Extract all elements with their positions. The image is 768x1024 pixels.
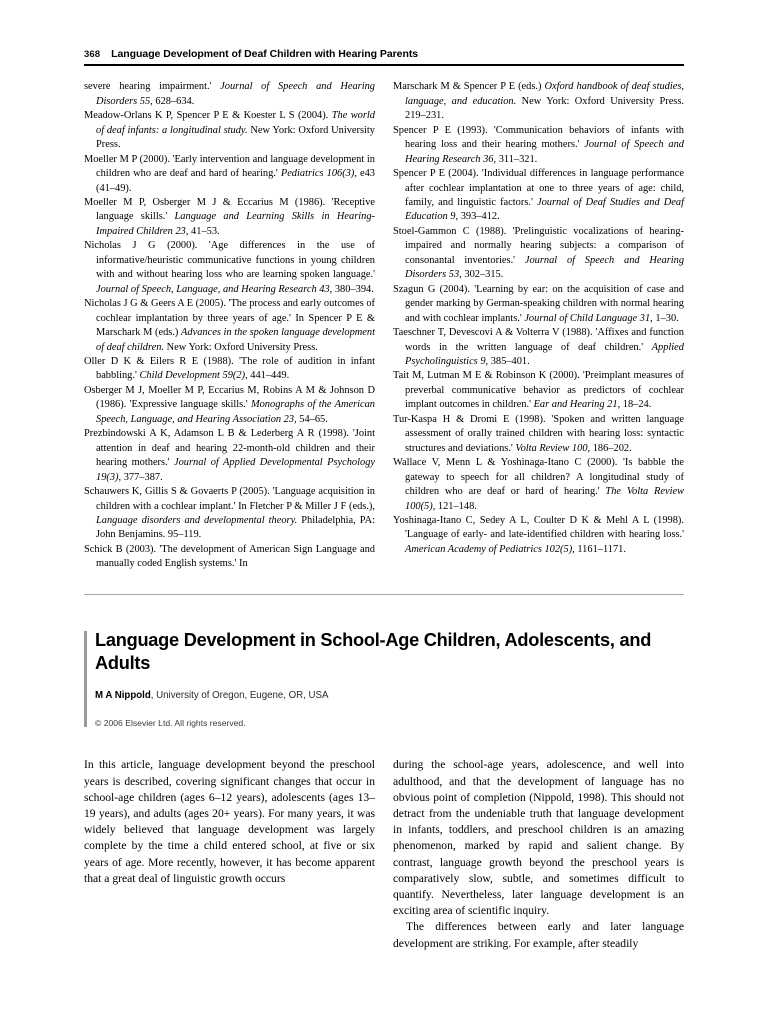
reference-entry: Stoel-Gammon C (1988). 'Prelinguistic vocalizations of hearing-impaired and normally hearing subjects: a comparison of consonantal inventories.' Journal of Speech and Hearing Disorders 53, 302–315. [393, 225, 685, 281]
reference-entry: Moeller M P (2000). 'Early intervention and language development in children who are deaf and hard of hearing.' Pediatrics 106(3), e43 (41–49). [84, 153, 376, 194]
page-number: 368 [84, 49, 101, 60]
reference-entry: Spencer P E (2004). 'Individual differences in language performance after cochlear implantation at one to three years of age: child, family, and linguistic factors.' Journal of Deaf Studies and Deaf Education 9, 393–412. [393, 168, 684, 223]
reference-entry: Tur-Kaspa H & Dromi E (1998). 'Spoken and written language assessment of orally trained children with hearing loss: syntactic structures and deviations.' Volta Review 100, 186–202. [393, 413, 684, 454]
byline [95, 689, 684, 702]
section-divider [84, 594, 684, 596]
reference-entry: Oller D K & Eilers R E (1988). 'The role of audition in infant babbling.' Child Development 59(2), 441–449. [84, 356, 375, 382]
reference-entry: Yoshinaga-Itano C, Sedey A L, Coulter D K & Mehl A L (1998). 'Language of early- and late-identified children with hearing loss.' American Academy of Pediatrics 102(5), 1161–1171. [393, 514, 684, 555]
running-head [84, 0, 684, 60]
page-title: Language Development in School-Age Children, Adolescents, and Adults [95, 630, 652, 673]
reference-entry: Nicholas J G (2000). 'Age differences in the use of informative/heuristic communicative functions in young children with and without hearing loss who are learning spoken language.' Journal of Speech, Language, and Hearing Research 43, 380–394. [84, 240, 375, 295]
header-divider [84, 64, 684, 66]
body-paragraph: during the school-age years, adolescence, and well into adulthood, and that the development of language has no obvious point of completion (Nippold, 1998). This should not detract from the undeniable truth that language development in infants, toddlers, and preschool children is an amazing phenomenon, marked by rapid and salient change. By contrast, language growth beyond the preschool years is comparatively slow, subtle, and sometimes difficult to quantify. Nevertheless, later language development is an exciting area of scientific inquiry. [393, 758, 684, 918]
article-body [84, 757, 684, 951]
body-left-column [84, 757, 375, 951]
reference-entry: Taeschner T, Devescovi A & Volterra V (1988). 'Affixes and function words in the written language of deaf children.' Applied Psycholinguistics 9, 385–401. [393, 327, 684, 367]
reference-entry: Tait M, Lutman M E & Robinson K (2000). 'Preimplant measures of preverbal communicative behavior as predictors of cochlear implant outcomes in children.' Ear and Hearing 21, 18–24. [393, 370, 684, 411]
reference-entry: Osberger M J, Moeller M P, Eccarius M, Robins A M & Johnson D (1986). 'Expressive language skills.' Monographs of the American Speech, Language, and Hearing Association 23, 54–65. [84, 384, 375, 425]
author-affiliation: , University of Oregon, Eugene, OR, USA [150, 690, 329, 702]
body-paragraph: In this article, language development beyond the preschool years is described, covering significant changes that occur in school-age children (ages 6–12 years), adolescents (ages 13–19 years), and adults (ages 20+ years). For many years, it was widely believed that language development was largely complete by the time a child entered school, at five or six years of age. More recently, however, it has become apparent that a great deal of linguistic growth occurs [84, 758, 375, 885]
reference-entry: Nicholas J G & Geers A E (2005). 'The process and early outcomes of cochlear implantation by three years of age.' In Spencer P E & Marschark M (eds.) Advances in the spoken language development of deaf children. New York: Oxford University Press. [84, 298, 376, 353]
reference-entry: Schick B (2003). 'The development of American Sign Language and manually coded English systems.' In [84, 543, 375, 570]
reference-entry: Schauwers K, Gillis S & Govaerts P (2005). 'Language acquisition in children with a cochlear implant.' In Fletcher P & Miller J F (eds.), Language disorders and developmental theory. Philadelphia, PA: John Benjamins. 95–119. [84, 486, 375, 541]
article-header [84, 629, 684, 729]
references-section [84, 80, 684, 571]
body-right-column [393, 757, 684, 951]
reference-entry: Spencer P E (1993). 'Communication behaviors of infants with hearing loss and their hearing mothers.' Journal of Speech and Hearing Research 36, 311–321. [393, 124, 684, 165]
reference-entry: Marschark M & Spencer P E (eds.) Oxford handbook of deaf studies, language, and education. New York: Oxford University Press. 219–231. [393, 81, 684, 122]
body-paragraph: The differences between early and later language development are striking. For example, after steadily [393, 920, 684, 950]
reference-entry: Moeller M P, Osberger M J & Eccarius M (1986). 'Receptive language skills.' Language and Learning Skills in Hearing-Impaired Children 23, 41–53. [84, 197, 375, 237]
running-title: Language Development of Deaf Children with Hearing Parents [111, 48, 419, 60]
reference-entry: Meadow-Orlans K P, Spencer P E & Koester L S (2004). The world of deaf infants: a longitudinal study. New York: Oxford University Press. [84, 110, 376, 151]
reference-entry: Szagun G (2004). 'Learning by ear: on the acquisition of case and gender marking by German-speaking children with normal hearing and with cochlear implants.' Journal of Child Language 31, 1–30. [393, 283, 684, 324]
references-right-column [393, 80, 684, 571]
references-left-column [84, 80, 375, 571]
copyright-notice: © 2006 Elsevier Ltd. All rights reserved. [95, 718, 246, 729]
reference-entry: Prezbindowski A K, Adamson L B & Lederberg A R (1998). 'Joint attention in deaf and hearing 22-month-old children and their hearing mothers.' Journal of Applied Developmental Psychology 19(3), 377–387. [84, 428, 375, 483]
author-name: M A Nippold [95, 690, 151, 702]
reference-entry: severe hearing impairment.' Journal of Speech and Hearing Disorders 55, 628–634. [84, 81, 375, 107]
reference-entry: Wallace V, Menn L & Yoshinaga-Itano C (2000). 'Is babble the gateway to speech for all children? A longitudinal study of children who are deaf or hard of hearing.' The Volta Review 100(5), 121–148. [393, 457, 684, 512]
